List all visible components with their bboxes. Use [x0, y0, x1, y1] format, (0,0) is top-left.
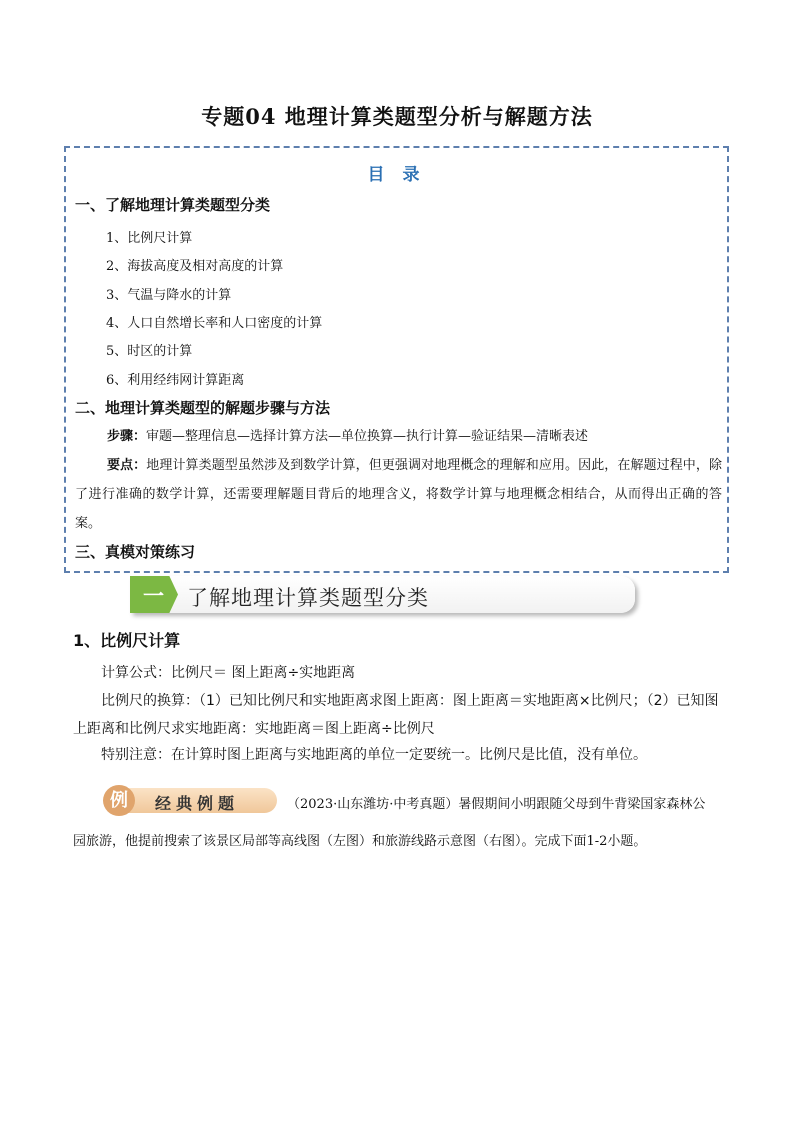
- toc-steps: [75, 422, 754, 451]
- example-text-line2: 园旅游，他提前搜索了该景区局部等高线图（左图）和旅游线路示意图（右图）。完成下面1-2小题。: [73, 834, 647, 849]
- toc-item-5: 5、时区的计算: [106, 344, 193, 359]
- toc-section-3: 三、真模对策练习: [75, 543, 196, 561]
- toc-item-2: 2、海拔高度及相对高度的计算: [106, 259, 284, 274]
- section-title: 1、比例尺计算: [73, 631, 181, 650]
- example-label: 经典例题: [155, 794, 240, 813]
- points-label: 要点：: [107, 458, 147, 473]
- formula-text: 计算公式：比例尺＝ 图上距离÷实地距离: [101, 665, 356, 681]
- toc-section-1: 一、了解地理计算类题型分类: [75, 196, 271, 214]
- note-text: 特别注意：在计算时图上距离与实地距离的单位一定要统一。比例尺是比值，没有单位。: [101, 747, 647, 763]
- steps-text: 审题—整理信息—选择计算方法—单位换算—执行计算—验证结果—清晰表述: [146, 429, 589, 444]
- toc-item-6: 6、利用经纬网计算距离: [106, 373, 245, 388]
- example-badge: [103, 785, 283, 815]
- points-text: 地理计算类题型虽然涉及到数学计算，但更强调对地理概念的理解和应用。因此，在解题过程中，除了进行准确的数学计算，还需要理解题目背后的地理含义，将数学计算与地理概念相结合，从而得出正确的答案。: [75, 458, 722, 531]
- section-banner: [130, 576, 640, 616]
- conversion-text: 比例尺的换算：（1）已知比例尺和实地距离求图上距离：图上距离＝实地距离×比例尺；（2）已知图上距离和比例尺求实地距离：实地距离＝图上距离÷比例尺: [73, 693, 719, 737]
- steps-label: 步骤：: [107, 429, 147, 444]
- example-icon: 例: [103, 785, 135, 816]
- toc-points: [75, 451, 722, 538]
- toc-section-2: 二、地理计算类题型的解题步骤与方法: [75, 399, 331, 417]
- banner-title: 了解地理计算类题型分类: [187, 586, 429, 610]
- toc-item-1: 1、比例尺计算: [106, 231, 193, 246]
- table-of-contents: [64, 146, 729, 573]
- toc-heading: 目 录: [367, 165, 426, 185]
- banner-number: 一: [143, 584, 164, 608]
- toc-item-3: 3、气温与降水的计算: [106, 288, 232, 303]
- example-text-line1: （2023·山东潍坊·中考真题）暑假期间小明跟随父母到牛背梁国家森林公: [287, 797, 706, 812]
- page-title: 专题04 地理计算类题型分析与解题方法: [201, 104, 593, 129]
- toc-item-4: 4、人口自然增长率和人口密度的计算: [106, 316, 323, 331]
